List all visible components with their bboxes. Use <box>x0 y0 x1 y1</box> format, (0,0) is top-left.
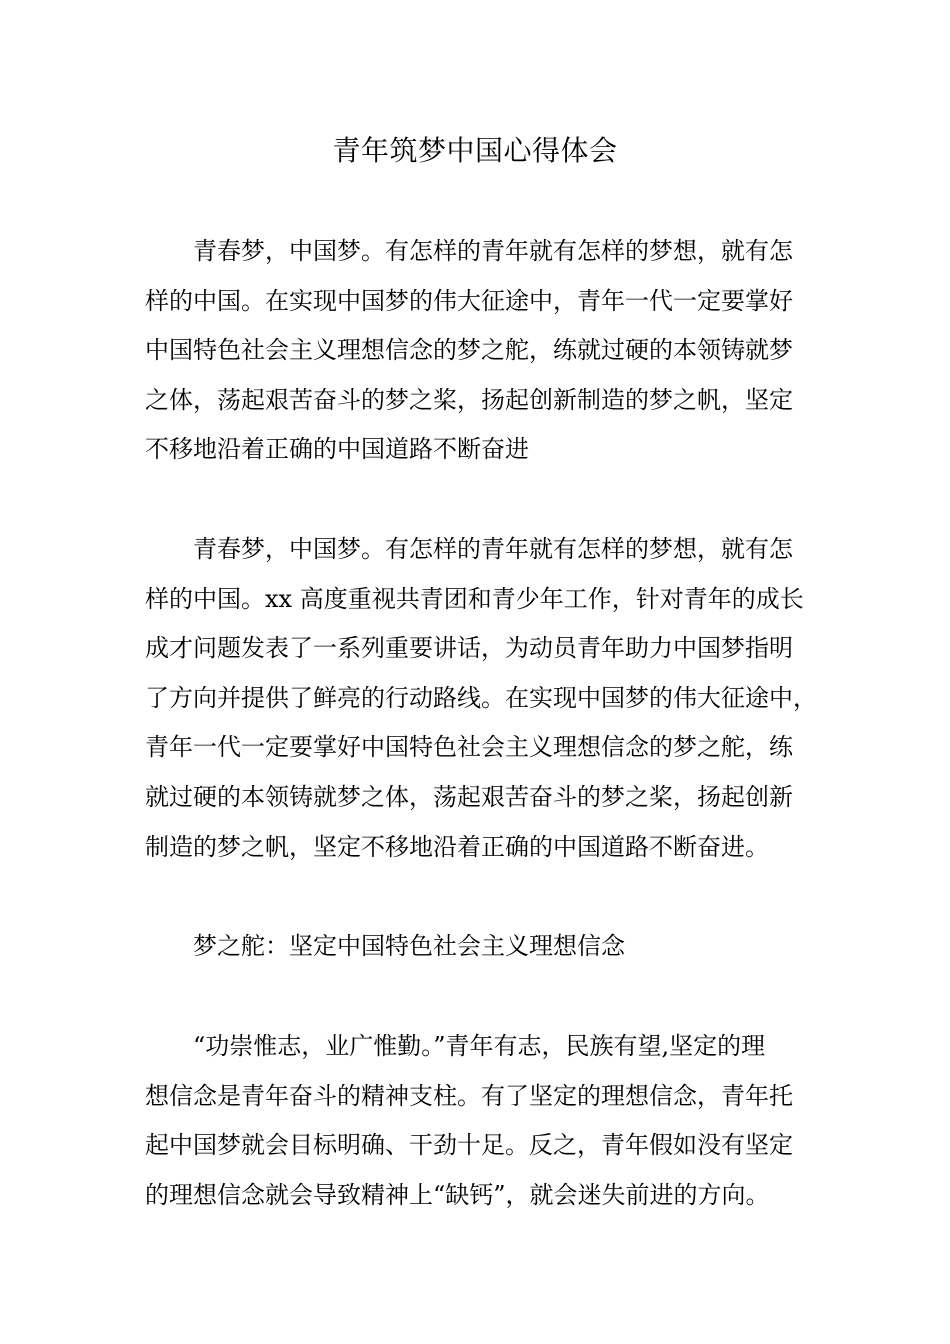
document-title: 青年筑梦中国心得体会 <box>332 134 618 167</box>
paragraph-line: “功崇惟志，业广惟勤。”青年有志，民族有望,坚定的理 <box>145 1032 766 1060</box>
paragraph-line: 想信念是青年奋斗的精神支柱。有了坚定的理想信念，青年托 <box>145 1081 793 1110</box>
paragraph-line: 就过硬的本领铸就梦之体，荡起艰苦奋斗的梦之桨，扬起创新 <box>145 782 793 811</box>
paragraph-line: 不移地沿着正确的中国道路不断奋进 <box>145 435 529 464</box>
paragraph-line: 样的中国。在实现中国梦的伟大征途中，青年一代一定要掌好 <box>145 286 793 315</box>
paragraph-1 <box>145 227 845 475</box>
paragraph-3 <box>145 1022 845 1220</box>
paragraph-line: 青春梦，中国梦。有怎样的青年就有怎样的梦想，就有怎 <box>145 535 793 563</box>
paragraph-line: 起中国梦就会目标明确、干劲十足。反之，青年假如没有坚定 <box>145 1131 793 1160</box>
paragraph-line: 中国特色社会主义理想信念的梦之舵，练就过硬的本领铸就梦 <box>145 336 793 365</box>
paragraph-line: 青年一代一定要掌好中国特色社会主义理想信念的梦之舵，练 <box>145 733 793 762</box>
paragraph-line: 样的中国。xx 高度重视共青团和青少年工作，针对青年的成长 <box>145 584 804 613</box>
section-heading-text: 梦之舵：坚定中国特色社会主义理想信念 <box>145 932 625 960</box>
section-heading <box>145 922 845 972</box>
paragraph-2 <box>145 525 845 872</box>
paragraph-line: 青春梦，中国梦。有怎样的青年就有怎样的梦想，就有怎 <box>145 237 793 265</box>
paragraph-line: 成才问题发表了一系列重要讲话，为动员青年助力中国梦指明 <box>145 634 793 663</box>
paragraph-line: 制造的梦之帆，坚定不移地沿着正确的中国道路不断奋进。 <box>145 832 769 861</box>
paragraph-line: 的理想信念就会导致精神上“缺钙”，就会迷失前进的方向。 <box>145 1180 770 1209</box>
paragraph-line: 了方向并提供了鲜亮的行动路线。在实现中国梦的伟大征途中， <box>145 683 817 712</box>
paragraph-line: 之体，荡起艰苦奋斗的梦之桨，扬起创新制造的梦之帆，坚定 <box>145 385 793 414</box>
